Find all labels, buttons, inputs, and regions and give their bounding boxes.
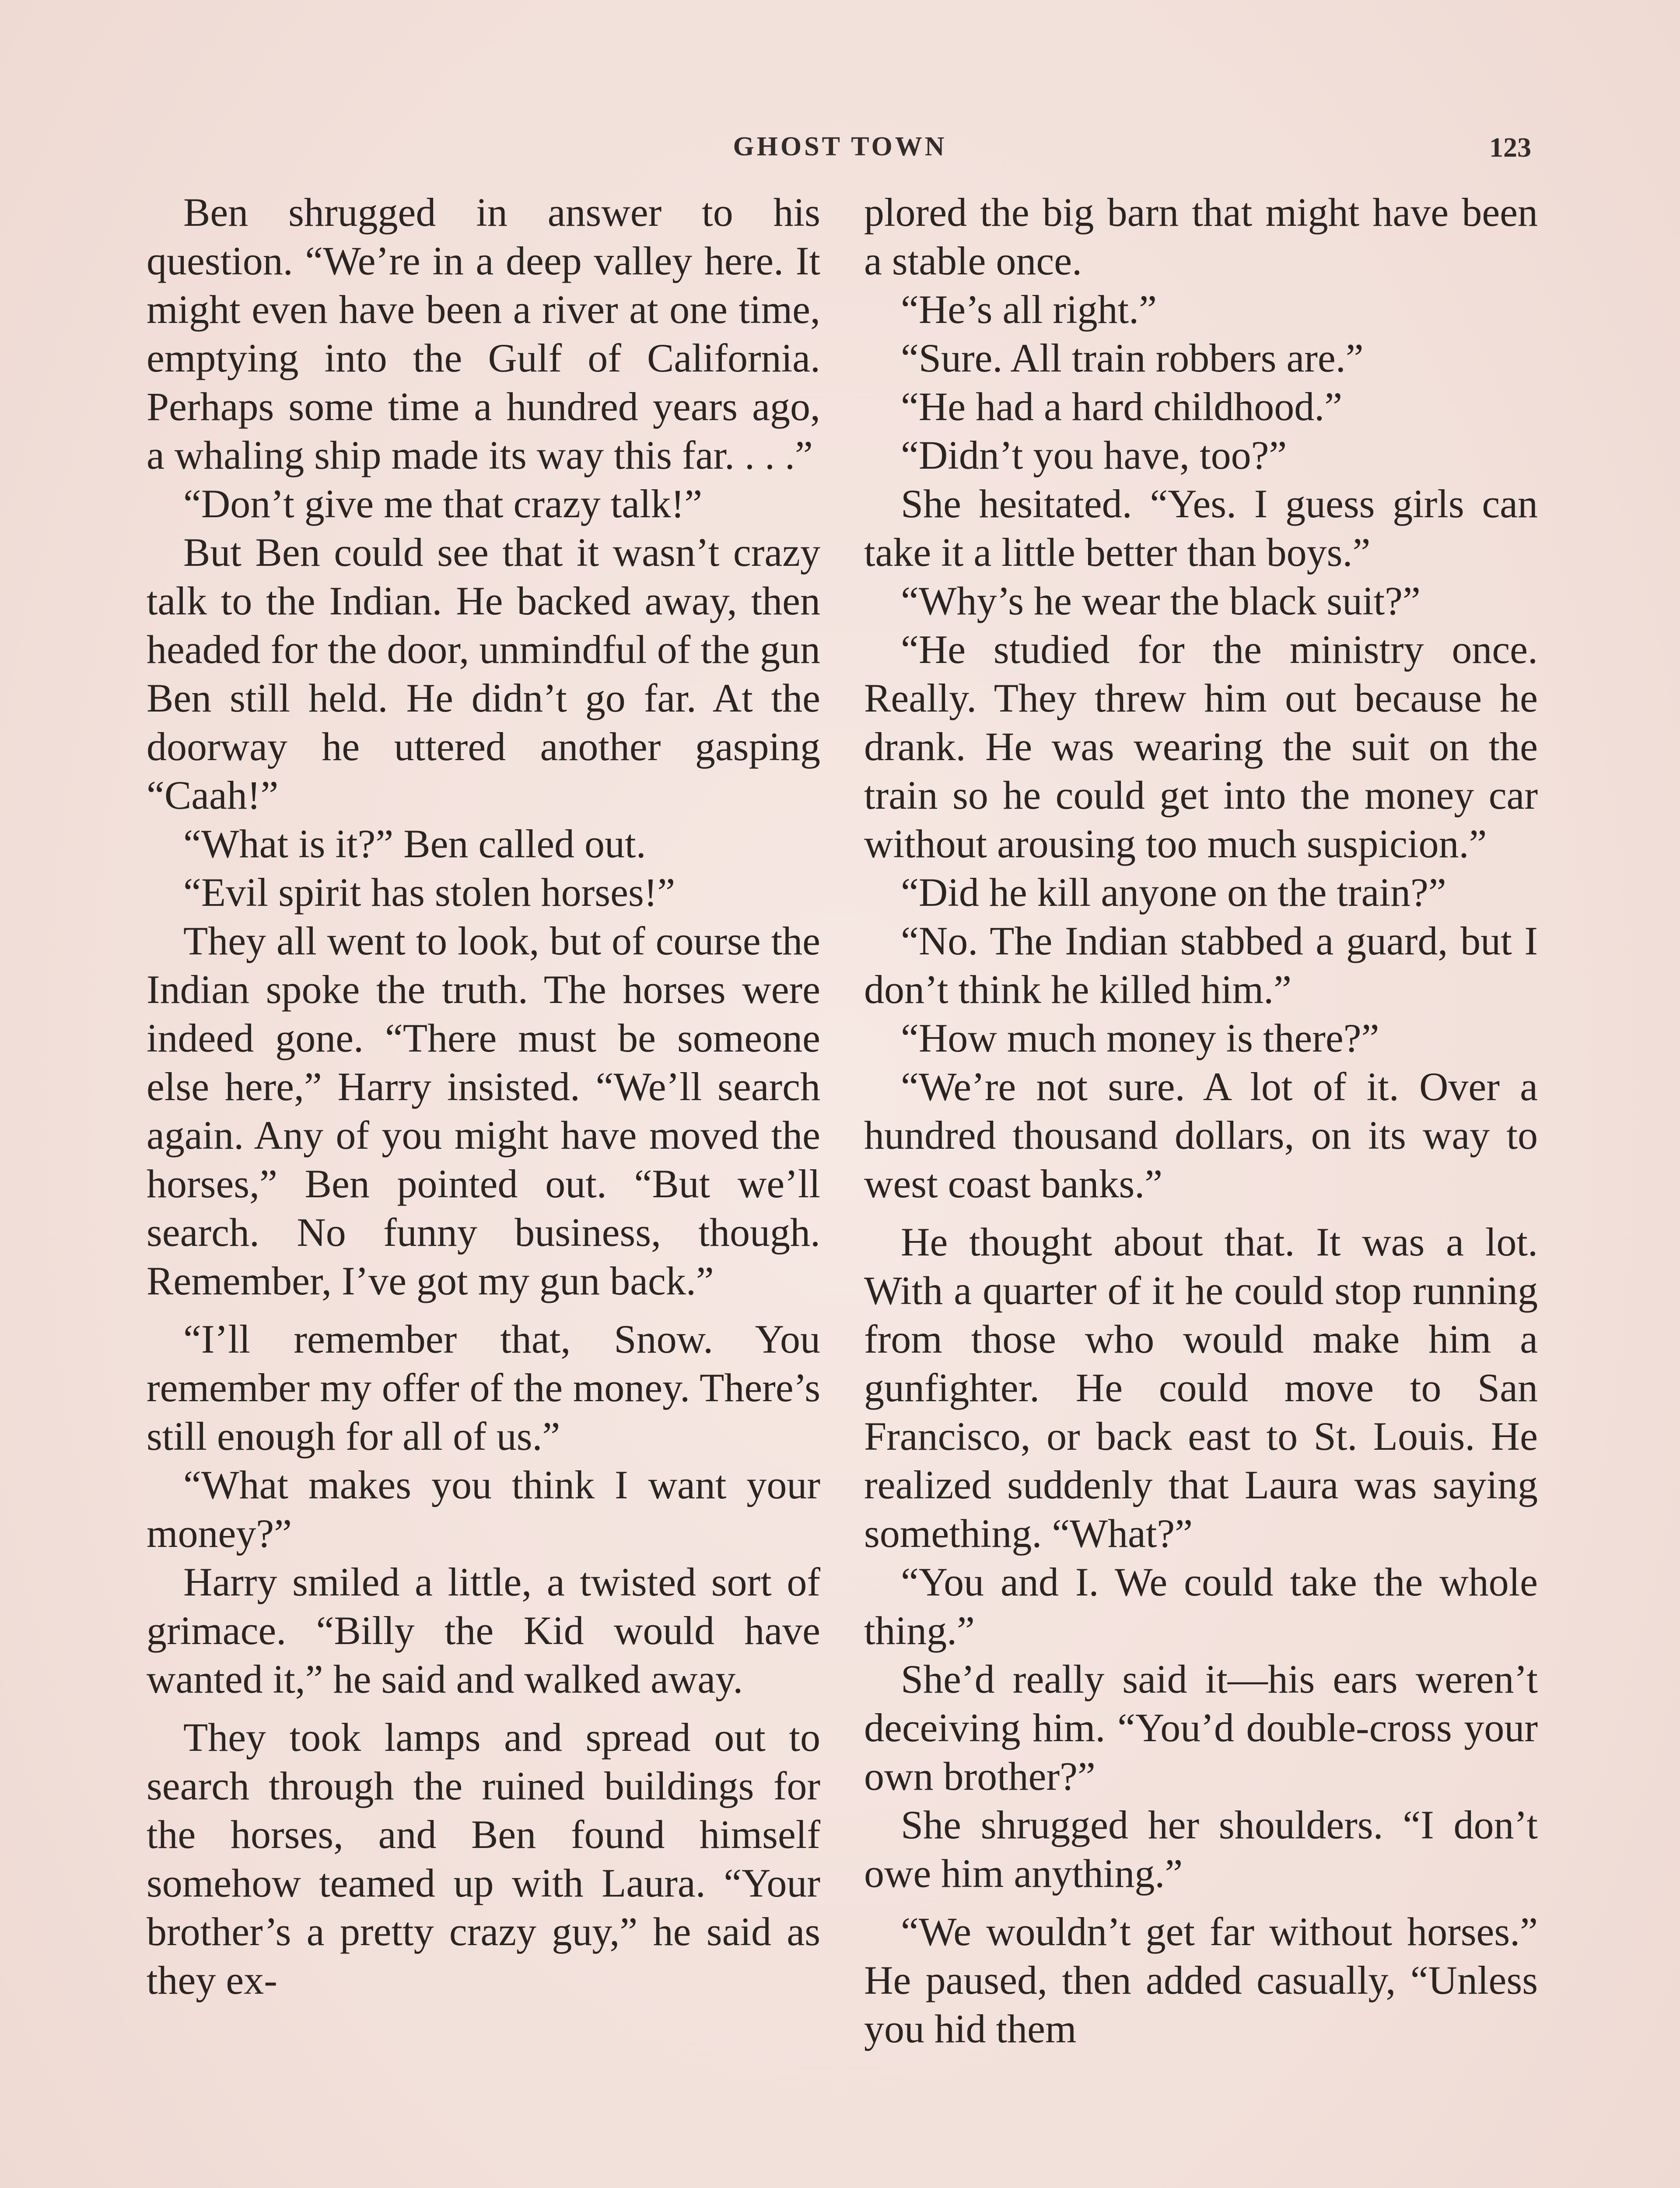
paragraph: “He’s all right.” xyxy=(901,287,1157,332)
paragraph: “Why’s he wear the black suit?” xyxy=(901,579,1421,623)
paragraph: “We wouldn’t get far without horses.” He paused, then added casually, “Unless you hid them xyxy=(864,1909,1538,2051)
page-number: 123 xyxy=(1489,132,1531,163)
paragraph: “I’ll remember that, Snow. You remember my offer of the money. There’s still enough for all of us.” xyxy=(147,1317,820,1459)
paragraph: “No. The Indian stabbed a guard, but I don’t think he killed him.” xyxy=(864,919,1538,1012)
paragraph: He thought about that. It was a lot. With a quarter of it he could stop running from those who would make him a gunfighter. He could move to San Francisco, or back east to St. Louis. He realized suddenly that Laura was saying something. “What?” xyxy=(864,1220,1538,1556)
paragraph: She hesitated. “Yes. I guess girls can take it a little better than boys.” xyxy=(864,481,1538,575)
paragraph: Harry smiled a little, a twisted sort of grimace. “Billy the Kid would have wanted it,” he said and walked away. xyxy=(147,1560,820,1701)
paragraph: But Ben could see that it wasn’t crazy talk to the Indian. He backed away, then headed for the door, unmindful of the gun Ben still held. He didn’t go far. At the doorway he uttered another gasping “Caah!” xyxy=(147,530,820,817)
right-text-column xyxy=(864,188,1538,2053)
paragraph: They took lamps and spread out to search through the ruined buildings for the horses, and Ben found himself somehow teamed up with Laura. “Your brother’s a pretty crazy guy,” he said as they ex- xyxy=(147,1715,820,2002)
paragraph-continued: plored the big barn that might have been a stable once. xyxy=(864,190,1538,283)
paragraph: They all went to look, but of course the Indian spoke the truth. The horses were indeed gone. “There must be someone else here,” Harry insisted. “We’ll search again. Any of you might have moved the horses,” Ben pointed out. “But we’ll search. No funny business, though. Remember, I’ve got my gun back.” xyxy=(147,919,820,1303)
running-header xyxy=(582,131,1544,166)
left-text-column xyxy=(147,188,820,2005)
paragraph: She shrugged her shoulders. “I don’t owe him anything.” xyxy=(864,1802,1538,1896)
paragraph: “Sure. All train robbers are.” xyxy=(901,336,1364,380)
paragraph: “You and I. We could take the whole thing.” xyxy=(864,1560,1538,1653)
paragraph: “Did he kill anyone on the train?” xyxy=(901,870,1446,915)
paragraph: “Evil spirit has stolen horses!” xyxy=(183,870,676,915)
paragraph: “What makes you think I want your money?” xyxy=(147,1462,820,1556)
paragraph: “Didn’t you have, too?” xyxy=(901,433,1287,477)
paragraph: “What is it?” Ben called out. xyxy=(183,821,646,866)
paragraph: “He had a hard childhood.” xyxy=(901,384,1343,429)
paragraph: Ben shrugged in answer to his question. “We’re in a deep valley here. It might even have been a river at one time, emptying into the Gulf of California. Perhaps some time a hundred years ago, a whaling ship made its way this far. . . .” xyxy=(147,190,820,477)
paragraph: “How much money is there?” xyxy=(901,1016,1379,1060)
paragraph: She’d really said it—his ears weren’t deceiving him. “You’d double-cross your own brother?” xyxy=(864,1657,1538,1799)
running-title: GHOST TOWN xyxy=(733,132,947,161)
paragraph: “We’re not sure. A lot of it. Over a hundred thousand dollars, on its way to west coast banks.” xyxy=(864,1064,1538,1206)
paragraph: “Don’t give me that crazy talk!” xyxy=(183,481,703,526)
paragraph: “He studied for the ministry once. Really. They threw him out because he drank. He was wearing the suit on the train so he could get into the money car without arousing too much suspicion.” xyxy=(864,627,1538,866)
